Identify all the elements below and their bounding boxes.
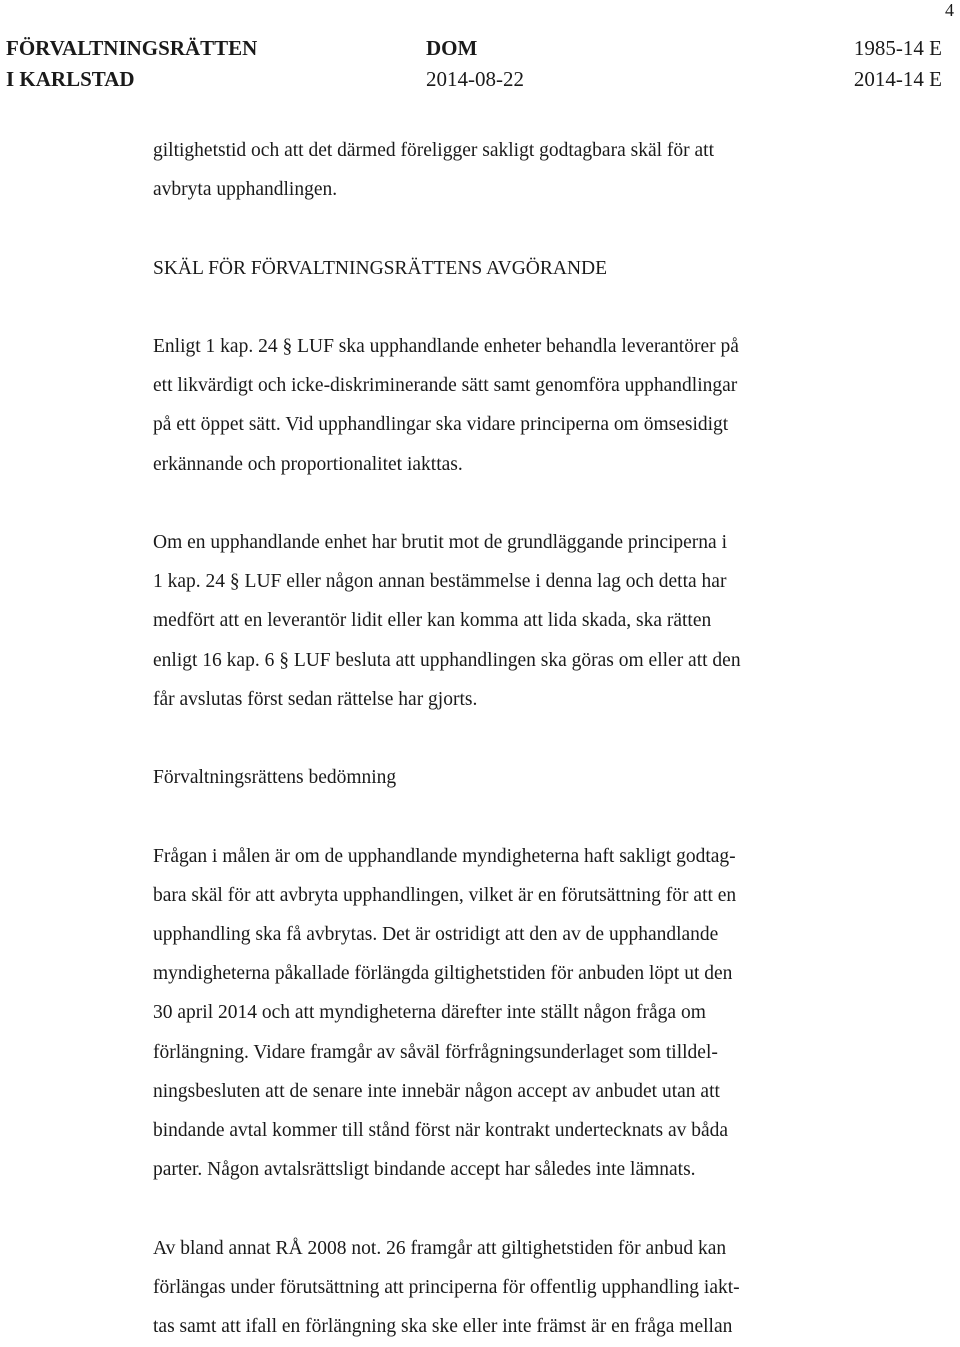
court-name (6, 33, 257, 95)
text-line: 1 kap. 24 § LUF eller någon annan bestämmelse i denna lag och detta har (153, 571, 727, 593)
case-number-1: 1985-14 E (853, 36, 942, 60)
text-line: Frågan i målen är om de upphandlande myndigheterna haft sakligt godtag- (153, 845, 736, 867)
document-body (153, 131, 853, 1346)
text-line: bara skäl för att avbryta upphandlingen, vilket är en förutsättning för att en (153, 884, 737, 906)
text-line: avbryta upphandlingen. (153, 179, 338, 201)
text-line: upphandling ska få avbrytas. Det är ostridigt att den av de upphandlande (153, 923, 719, 945)
text-line: myndigheterna påkallade förlängda giltighetstiden för anbuden löpt ut den (153, 963, 733, 985)
text-line: Av bland annat RÅ 2008 not. 26 framgår att giltighetstiden för anbud kan (153, 1237, 727, 1259)
paragraph-luf-principles (153, 327, 853, 484)
text-line: förlängas under förutsättning att principerna för offentlig upphandling iakt- (153, 1276, 740, 1298)
paragraph-precedent (153, 1229, 853, 1347)
court-name-line-2: I KARLSTAD (6, 67, 135, 91)
text-line: på ett öppet sätt. Vid upphandlingar ska vidare principerna om ömsesidigt (153, 414, 729, 436)
document-date: 2014-08-22 (426, 67, 524, 91)
text-line: medfört att en leverantör lidit eller kan komma att lida skada, ska rätten (153, 610, 712, 632)
subheading-assessment: Förvaltningsrättens bedömning (153, 767, 397, 789)
intro-paragraph (153, 131, 853, 209)
section-heading: SKÄL FÖR FÖRVALTNINGSRÄTTENS AVGÖRANDE (153, 257, 608, 279)
document-type: DOM (426, 36, 478, 60)
case-number-2: 2014-14 E (853, 67, 942, 91)
text-line: ett likvärdigt och icke-diskriminerande sätt samt genomföra upphandlingar (153, 375, 738, 397)
case-numbers (854, 33, 942, 95)
text-line: tas samt att ifall en förlängning ska ske eller inte främst är en fråga mellan (153, 1316, 733, 1337)
text-line: 30 april 2014 och att myndigheterna därefter inte ställt någon fråga om (153, 1002, 706, 1024)
text-line: Enligt 1 kap. 24 § LUF ska upphandlande enheter behandla leverantörer på (153, 335, 739, 357)
paragraph-assessment (153, 837, 853, 1190)
text-line: ningsbesluten att de senare inte innebär någon accept av anbudet utan att (153, 1080, 720, 1102)
text-line: Om en upphandlande enhet har brutit mot de grundläggande principerna i (153, 531, 727, 553)
text-line: giltighetstid och att det därmed föreligger sakligt godtagbara skäl för att (153, 140, 714, 161)
text-line: erkännande och proportionalitet iakttas. (153, 453, 463, 475)
text-line: bindande avtal kommer till stånd först när kontrakt undertecknats av båda (153, 1120, 729, 1141)
text-line: förlängning. Vidare framgår av såväl förfrågningsunderlaget som tilldel- (153, 1041, 718, 1063)
text-line: parter. Någon avtalsrättsligt bindande accept har således inte lämnats. (153, 1159, 696, 1181)
text-line: enligt 16 kap. 6 § LUF besluta att upphandlingen ska göras om eller att den (153, 649, 741, 671)
text-line: får avslutas först sedan rättelse har gjorts. (153, 688, 478, 710)
page-number: 4 (945, 0, 954, 20)
paragraph-breach (153, 523, 853, 719)
document-type-block (426, 33, 524, 95)
court-name-line-1: FÖRVALTNINGSRÄTTEN (6, 36, 258, 60)
